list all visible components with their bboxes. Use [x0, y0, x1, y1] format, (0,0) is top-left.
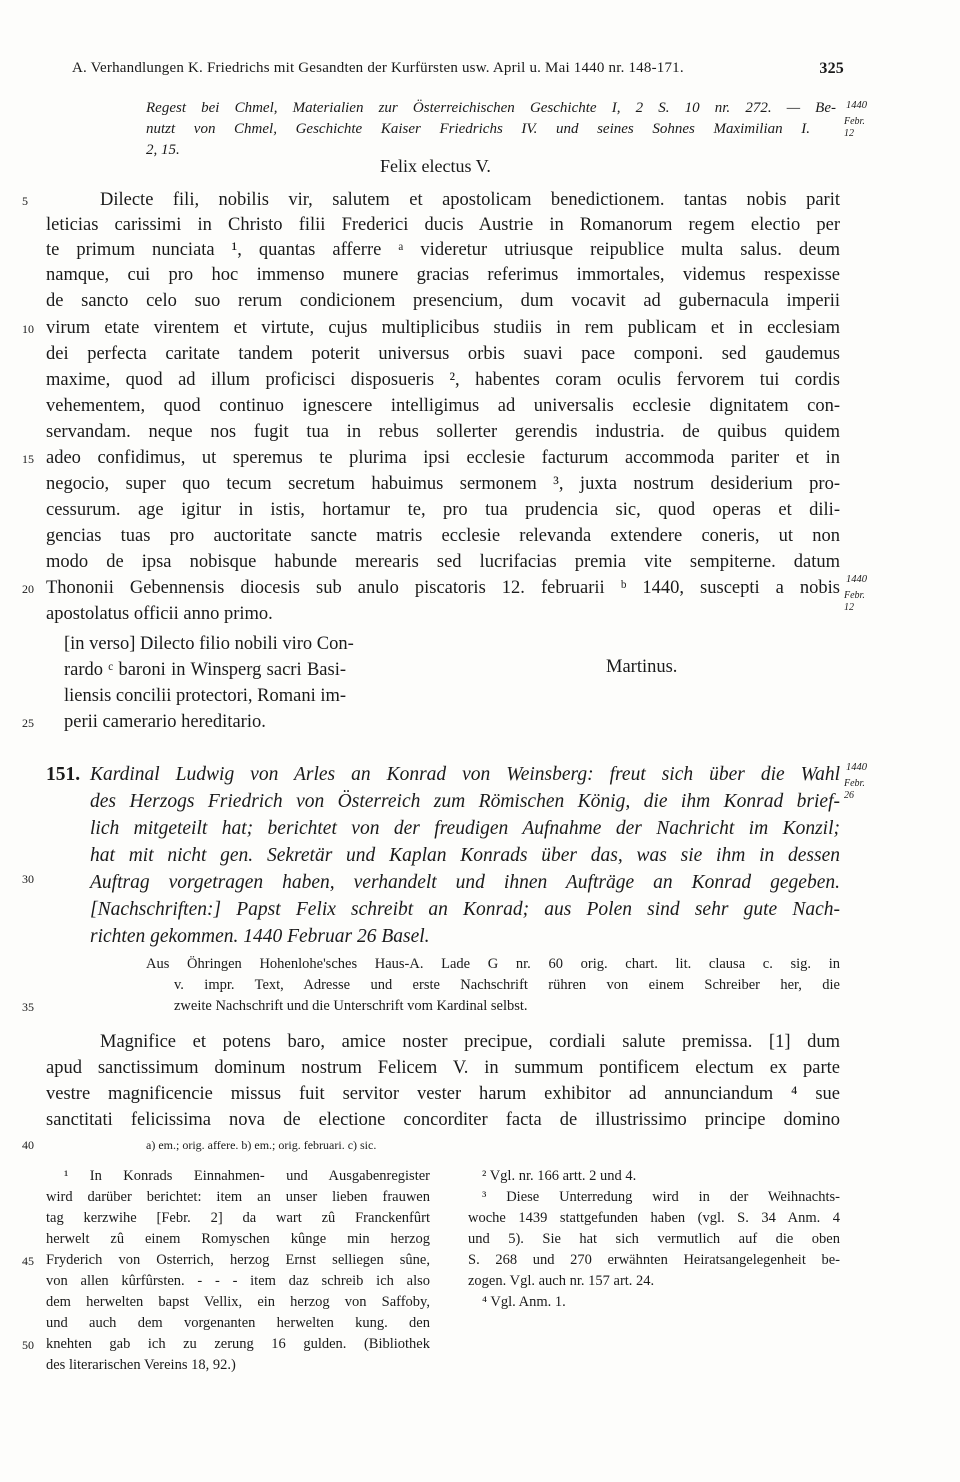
text-line: vestre magnificencie missus fuit servitor vester harum exhibitor ad annunciandum ⁴ sue [46, 1084, 840, 1104]
text-line: maxime, quod ad illum proficisci disposueris ², habentes coram oculis fervorem tui cordis [46, 370, 840, 390]
text-line: Dilecte fili, nobilis vir, salutem et apostolicam benedictionem. tantas nobis parit [100, 190, 840, 210]
sender-title: Felix electus V. [380, 156, 491, 176]
verso-line: [in verso] Dilecto filio nobili viro Con- [64, 634, 354, 654]
footnote-line: ³ Diese Unterredung wird in der Weihnachts- [482, 1189, 840, 1205]
footnote-line: Fryderich von Osterrich, herzog Ernst selliegen sûne, [46, 1252, 430, 1268]
footnote-line: tag kerzwihe [Febr. 2] da wart zû Franckenfûrt [46, 1210, 430, 1226]
footnote-line: zogen. Vgl. auch nr. 157 art. 24. [468, 1273, 655, 1289]
heading-line: Auftrag vorgetragen haben, verhandelt und ihnen Aufträge an Konrad gegeben. [90, 872, 840, 893]
running-title: A. Verhandlungen K. Friedrichs mit Gesandten der Kurfürsten usw. April u. Mai 1440 nr. 148-171. [72, 60, 684, 76]
line-number: 20 [22, 582, 34, 596]
line-number: 35 [22, 1000, 34, 1014]
margin-date: 1440 Febr. 26 [844, 762, 867, 801]
footnote-line: dem herwelten bapst Vellix, ein herzog von Saffoby, [46, 1294, 430, 1310]
footnote-line: und auch dem vorgenanten herwelten kung. den [46, 1315, 430, 1331]
text-line: cessurum. age igitur in istis, hortamur te, pro tua prudencia sic, quod operas et dili- [46, 500, 840, 520]
line-number: 40 [22, 1138, 34, 1152]
line-number: 10 [22, 322, 34, 336]
footnote-line: von allen kûrfûrsten. - - - item daz schreib ich also [46, 1273, 430, 1289]
line-number: 15 [22, 452, 34, 466]
heading-line: Kardinal Ludwig von Arles an Konrad von Weinsberg: freut sich über die Wahl [90, 764, 840, 785]
verso-line: liensis concilii protectori, Romani im- [64, 686, 347, 706]
text-line: modo de ipsa nobisque habunde merearis sed lucrifacias premia vite sempiterne. datum [46, 552, 840, 572]
source-line: Aus Öhringen Hohenlohe'sches Haus-A. Lade G nr. 60 orig. chart. lit. clausa c. sig. in [146, 956, 840, 972]
text-line: dei perfecta caritate tandem poterit universus orbis suavi pace componi. sed gaudemus [46, 344, 840, 364]
margin-date: 1440 Febr. 12 [844, 574, 867, 613]
line-number: 25 [22, 716, 34, 730]
heading-line: richten gekommen. 1440 Februar 26 Basel. [90, 926, 430, 947]
page-number: 325 [819, 60, 844, 77]
verso-line: perii camerario hereditario. [64, 712, 266, 732]
text-line: de sancto celo suo rerum condicionem presencium, dum vocavit ad gubernacula imperii [46, 291, 840, 311]
footnote-line: herwelt zû einem Romyschen kûnge min herzog [46, 1231, 430, 1247]
text-line: virum etate virentem et virtute, cujus multiplicibus studiis in rem publicam et in ecclesiam [46, 318, 840, 338]
regest-line: Regest bei Chmel, Materialien zur Österreichischen Geschichte I, 2 S. 10 nr. 272. — Be- [146, 100, 836, 116]
footnote-line: ² Vgl. nr. 166 artt. 2 und 4. [482, 1168, 637, 1184]
text-line: Magnifice et potens baro, amice noster precipue, cordiali salute premissa. [1] dum [100, 1032, 840, 1052]
source-line: v. impr. Text, Adresse und erste Nachschrift rühren von einem Schreiber her, die [174, 977, 840, 993]
heading-line: [Nachschriften:] Papst Felix schreibt an Konrad; aus Polen sind sehr gute Nach- [90, 899, 840, 920]
margin-date: 1440 Febr. 12 [844, 100, 867, 139]
footnote-line: wird darüber berichtet: item an unser lieben frauwen [46, 1189, 430, 1205]
text-line: vehementem, quod continuo ignescere intelligimus ad universalis ecclesie dignitatem con- [46, 396, 840, 416]
signature: Martinus. [606, 657, 678, 677]
footnote-line: ⁴ Vgl. Anm. 1. [482, 1294, 566, 1310]
heading-line: lich mitgeteilt hat; berichtet von der freudigen Aufnahme der Nachricht im Konzil; [90, 818, 840, 839]
text-line: adeo confidimus, ut speremus te plurima ipsi ecclesie facturum accommoda pariter et in [46, 448, 840, 468]
document-number: 151. [46, 764, 81, 785]
text-line: sanctitati felicissima nova de electione concorditer facta de illustrissimo principe domino [46, 1110, 840, 1130]
line-number: 30 [22, 872, 34, 886]
heading-line: des Herzogs Friedrich von Österreich zum Römischen König, die ihm Konrad brief- [90, 791, 840, 812]
regest-line: nutzt von Chmel, Geschichte Kaiser Friedrichs IV. und seines Sohnes Maximilian I. [146, 121, 810, 137]
footnote-line: knehten gab ich zu zerung 16 gulden. (Bibliothek [46, 1336, 430, 1352]
line-number: 50 [22, 1338, 34, 1352]
text-line: namque, cui pro hoc immenso munere gracias referimus immortales, videmus respexisse [46, 265, 840, 285]
footnote-line: des literarischen Vereins 18, 92.) [46, 1357, 236, 1373]
text-line: servandam. neque nos fugit tua in rebus sollerter gerendis industria. de quibus quidem [46, 422, 840, 442]
text-line: Thononii Gebennensis diocesis sub anulo piscatoris 12. februarii ᵇ 1440, suscepti a nobis [46, 578, 840, 598]
source-line: zweite Nachschrift und die Unterschrift vom Kardinal selbst. [174, 998, 528, 1014]
footnote-line: S. 268 und 270 erwähnten Heiratsangelegenheit be- [468, 1252, 840, 1268]
text-line: te primum nunciata ¹, quantas afferre ᵃ videretur utriusque reipublice multa salus. deum [46, 240, 840, 260]
text-line: apud sanctissimum dominum nostrum Felicem V. in summum pontificem electum ex parte [46, 1058, 840, 1078]
text-line: leticias carissimi in Christo filii Frederici ducis Austrie in Romanorum regem electio per [46, 215, 840, 235]
heading-line: hat mit nicht gen. Sekretär und Kaplan Konrads über das, was sie ihm in dessen [90, 845, 840, 866]
text-line: negocio, super quo tecum secretum habuimus sermonem ³, juxta nostrum desiderium pro- [46, 474, 840, 494]
footnote-line: woche 1439 stattgefunden haben (vgl. S. 34 Anm. 4 [468, 1210, 840, 1226]
verso-line: rardo ᶜ baroni in Winsperg sacri Basi- [64, 660, 346, 680]
text-line: apostolatus officii anno primo. [46, 604, 273, 624]
footnote-line: ¹ In Konrads Einnahmen- und Ausgabenregister [64, 1168, 430, 1184]
line-number: 45 [22, 1254, 34, 1268]
running-header [72, 60, 842, 77]
critical-apparatus: a) em.; orig. affere. b) em.; orig. februari. c) sic. [146, 1138, 377, 1152]
text-line: gencias tuas pro auctoritate sancte matris ecclesie relevanda extendere coneris, ut non [46, 526, 840, 546]
line-number: 5 [22, 194, 28, 208]
footnote-line: und 5). Sie hat sich vermutlich auf die oben [468, 1231, 840, 1247]
regest-line: 2, 15. [146, 142, 180, 158]
